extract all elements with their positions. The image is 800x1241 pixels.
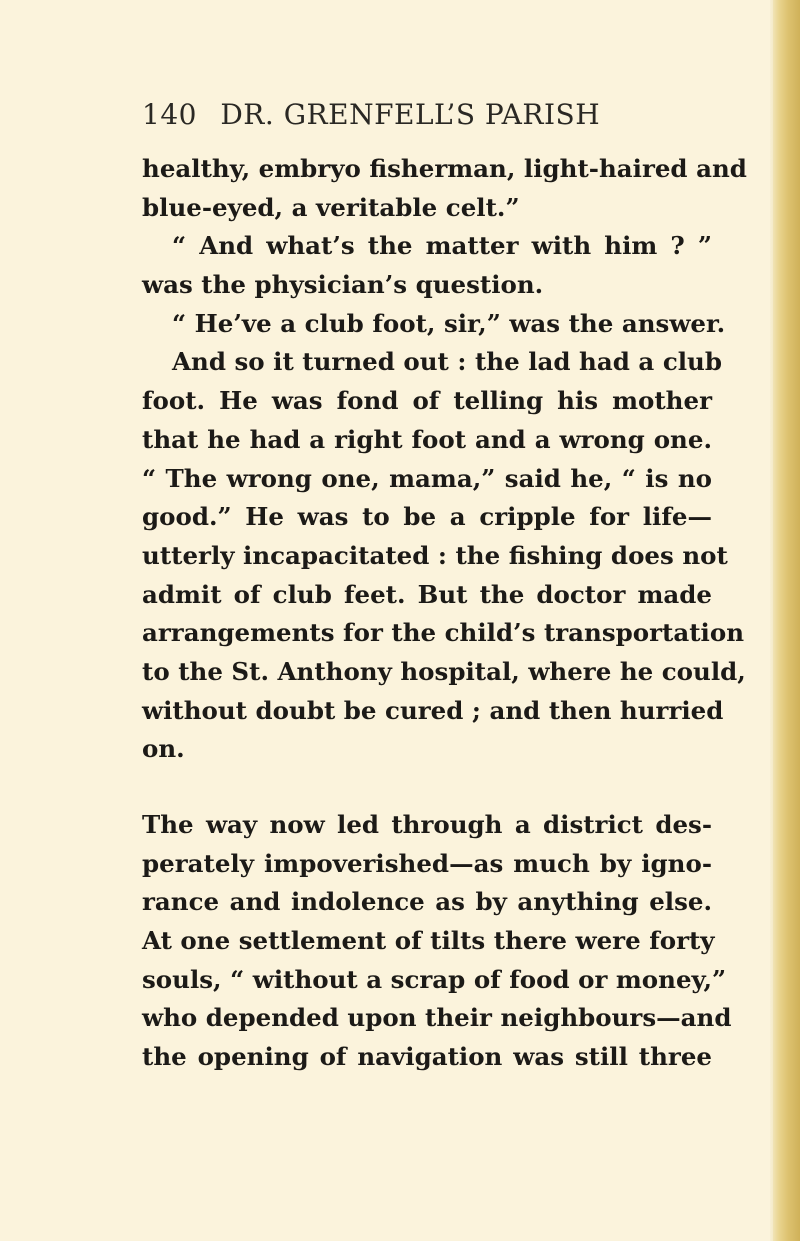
running-title: DR. GRENFELL’S PARISH <box>220 98 601 131</box>
text-line: souls, “ without a scrap of food or money,” <box>142 964 727 994</box>
text-line: to the St. Anthony hospital, where he could, <box>142 656 746 686</box>
text-line: blue-eyed, a veritable celt.” <box>142 192 520 222</box>
paragraph-2 <box>142 227 712 304</box>
text-line: without doubt be cured ; and then hurried <box>142 695 724 725</box>
text-line: good.” He was to be a cripple for life— <box>142 502 712 532</box>
text-line: arrangements for the child’s transportation <box>142 618 745 648</box>
text-line: the opening of navigation was still three <box>142 1042 712 1072</box>
paragraph-gap <box>142 769 712 806</box>
text-line: healthy, embryo fisherman, light-haired and <box>142 154 747 183</box>
text-line: The way now led through a district des- <box>142 810 712 839</box>
page-body <box>142 150 747 1077</box>
text-line: who depended upon their neighbours—and <box>142 1003 732 1033</box>
text-line: foot. He was fond of telling his mother <box>142 386 712 416</box>
paragraph-3 <box>142 305 746 769</box>
text-line: utterly incapacitated : the fishing does not <box>142 540 728 570</box>
running-header <box>142 98 600 131</box>
page-number: 140 <box>142 98 197 131</box>
paragraph-1 <box>142 150 747 227</box>
text-line: perately impoverished—as much by igno- <box>142 848 712 878</box>
text-line: At one settlement of tilts there were forty <box>142 926 715 956</box>
text-line: that he had a right foot and a wrong one. <box>142 424 712 454</box>
text-line: admit of club feet. But the doctor made <box>142 579 712 609</box>
text-line: “ The wrong one, mama,” said he, “ is no <box>142 463 712 493</box>
text-line: rance and indolence as by anything else. <box>142 887 712 917</box>
text-line: was the physician’s question. <box>142 270 544 300</box>
text-line: “ He’ve a club foot, sir,” was the answer. <box>172 308 726 338</box>
text-line: “ And what’s the matter with him ? ” <box>172 231 712 261</box>
text-line: on. <box>142 734 185 764</box>
text-line: And so it turned out : the lad had a club <box>172 347 722 377</box>
paragraph-4 <box>142 806 732 1077</box>
page-edge <box>770 0 800 1241</box>
